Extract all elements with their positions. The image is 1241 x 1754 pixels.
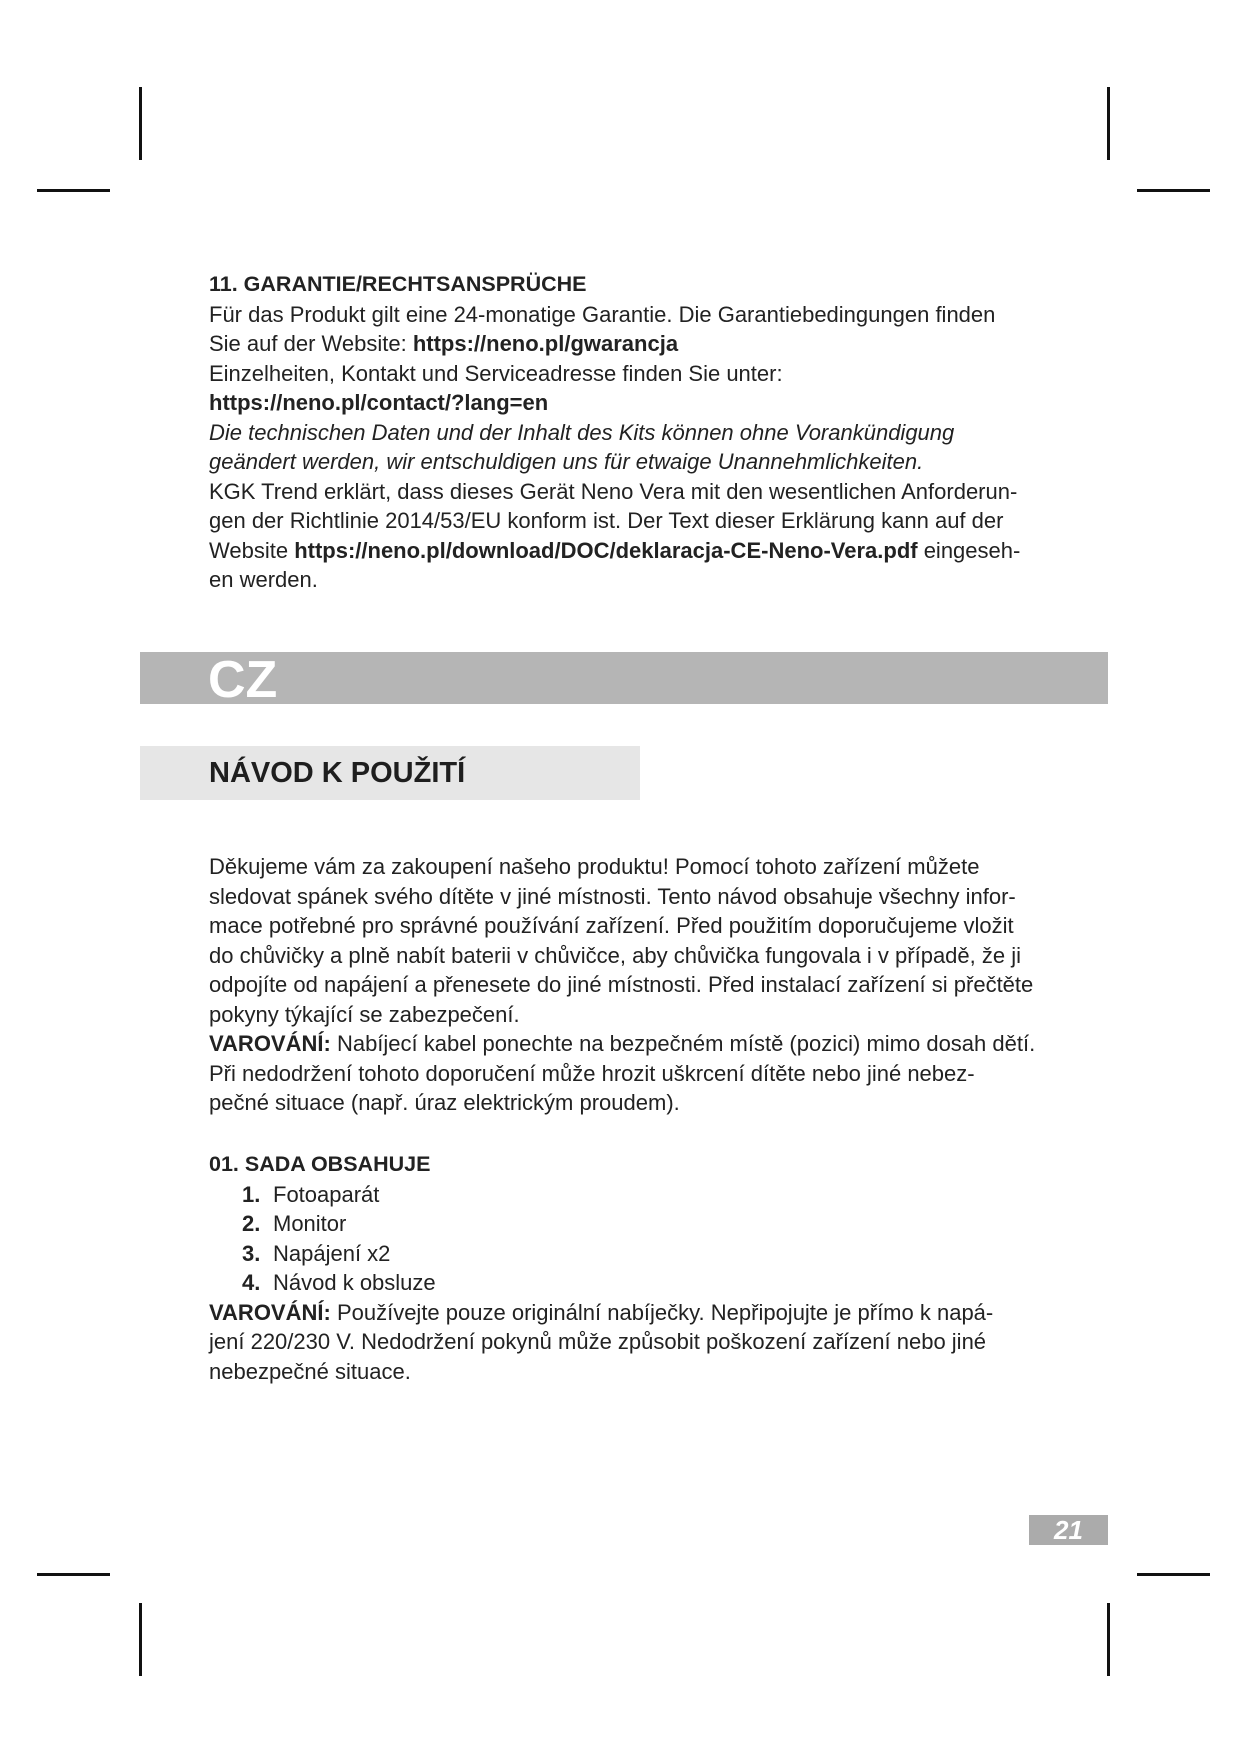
page-number: 21 [1029, 1515, 1108, 1545]
crop-mark-top-left-vertical [139, 87, 142, 160]
declaration-line-2: gen der Richtlinie 2014/53/EU konform ist. Der Text dieser Erklärung kann auf der [209, 508, 1004, 533]
disclaimer-line-2: geändert werden, wir entschuldigen uns für etwaige Unannehmlichkeiten. [209, 449, 924, 474]
list-item: 1. Fotoaparát [242, 1181, 380, 1207]
manual-title: NÁVOD K POUŽITÍ [209, 757, 466, 789]
list-item: 4. Návod k obsluze [242, 1270, 436, 1295]
list-item: 3. Napájení x2 [242, 1240, 391, 1266]
warranty-link[interactable]: https://neno.pl/gwarancja [412, 331, 679, 356]
crop-mark-bottom-right-horizontal [1137, 1573, 1210, 1576]
warning-label: VAROVÁNÍ: [209, 1299, 331, 1325]
declaration-line-3: Website https://neno.pl/download/DOC/deklaracja-CE-Neno-Vera.pdf eingeseh- [209, 537, 1021, 563]
intro-line: mace potřebné pro správné používání zařízení. Před použitím doporučujeme vložit [209, 913, 1014, 938]
intro-line: pokyny týkající se zabezpečení. [209, 1001, 520, 1027]
intro-line: sledovat spánek svého dítěte v jiné místnosti. Tento návod obsahuje všechny infor- [209, 883, 1016, 909]
disclaimer-line-1: Die technischen Daten und der Inhalt des Kits können ohne Vorankündigung [209, 419, 955, 445]
kit-list [209, 1180, 1049, 1298]
kit-warning: VAROVÁNÍ: Používejte pouze originální nabíječky. Nepřipojujte je přímo k napá- [209, 1299, 994, 1325]
crop-mark-top-right-vertical [1107, 87, 1110, 160]
contact-link[interactable]: https://neno.pl/contact/?lang=en [209, 390, 549, 415]
declaration-link[interactable]: https://neno.pl/download/DOC/deklaracja-CE-Neno-Vera.pdf [294, 537, 918, 563]
de-warranty-text: Für das Produkt gilt eine 24-monatige Garantie. Die Garantiebedingungen finden [209, 301, 996, 327]
warning-label: VAROVÁNÍ: [209, 1031, 331, 1056]
declaration-line-4: en werden. [209, 567, 318, 592]
crop-mark-bottom-left-horizontal [37, 1573, 110, 1576]
language-label: CZ [208, 651, 278, 709]
crop-mark-bottom-left-vertical [139, 1603, 142, 1676]
language-band-cz [140, 651, 1108, 709]
de-warranty-section: 11. GARANTIE/RECHTSANSPRÜCHE Für das Produkt gilt eine 24-monatige Garantie. Die Garantiebedingungen finden Sie auf der Website: https://neno.pl/gwarancja Einzelheiten, Kontakt und Serviceadresse finden Sie unter: https://neno.pl/contact/?lang=en Die technischen Daten und der Inhalt des Kits können ohne Vorankündigung geändert werden, wir entschuldigen uns für etwaige Unannehmlichkeiten. KGK Trend erklärt, dass dieses Gerät Neno Vera mit den wesentlichen Anforderun- gen der Richtlinie 2014/53/EU konform ist. Der Text dieser Erklärung kann auf der Website https://neno.pl/download/DOC/deklaracja-CE-Neno-Vera.pdf eingeseh- en werden. [209, 270, 1049, 595]
crop-mark-top-left-horizontal [37, 189, 110, 192]
intro-line: do chůvičky a plně nabít baterii v chůvičce, aby chůvička fungovala i v případě, že ji [209, 942, 1022, 968]
intro-warning: VAROVÁNÍ: Nabíjecí kabel ponechte na bezpečném místě (pozici) mimo dosah dětí. [209, 1031, 1036, 1056]
cz-intro-section: Děkujeme vám za zakoupení našeho produktu! Pomocí tohoto zařízení můžete sledovat spánek svého dítěte v jiné místnosti. Tento návod obsahuje všechny infor- mace potřebné pro správné používání zařízení. Před použitím doporučujeme vložit do chůvičky a plně nabít baterii v chůvičce, aby chůvička fungovala i v případě, že ji odpojíte od napájení a přenesete do jiné místnosti. Před instalací zařízení si přečtěte pokyny týkající se zabezpečení. VAROVÁNÍ: Nabíjecí kabel ponechte na bezpečném místě (pozici) mimo dosah dětí. Při nedodržení tohoto doporučení může hrozit uškrcení dítěte nebo jiné nebez- pečné situace (např. úraz elektrickým proudem). [209, 852, 1049, 1118]
list-item: 2. Monitor [242, 1211, 347, 1236]
crop-mark-top-right-horizontal [1137, 189, 1210, 192]
kit-heading: 01. SADA OBSAHUJE [209, 1152, 431, 1176]
de-warranty-heading: 11. GARANTIE/RECHTSANSPRÜCHE [209, 272, 587, 296]
intro-line: odpojíte od napájení a přenesete do jiné místnosti. Před instalací zařízení si přečtěte [209, 972, 1034, 997]
declaration-line-1: KGK Trend erklärt, dass dieses Gerät Neno Vera mit den wesentlichen Anforderun- [209, 478, 1018, 504]
cz-kit-section: 01. SADA OBSAHUJE 1. Fotoaparát 2. Monitor 3. Napájení x2 4. Návod k obsluze VAROVÁNÍ: Používejte pouze originální nabíječky. Nepřipojujte je přímo k napá- jení 220/230 V. Nedodržení pokynů může způsobit poškození zařízení nebo jiné nebezpečné situace. [209, 1150, 1049, 1386]
manual-title-band [140, 746, 640, 800]
crop-mark-bottom-right-vertical [1107, 1603, 1110, 1676]
intro-line: Děkujeme vám za zakoupení našeho produktu! Pomocí tohoto zařízení můžete [209, 854, 980, 879]
